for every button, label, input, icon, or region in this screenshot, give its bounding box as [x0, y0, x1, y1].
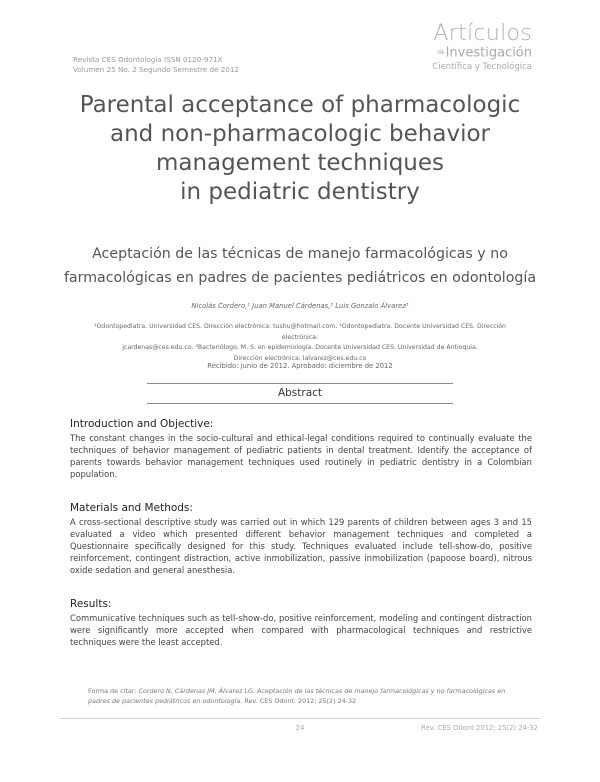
title-line: in pediatric dentistry: [180, 179, 420, 205]
citation-label: Forma de citar:: [88, 687, 137, 695]
citation-ref: Rev. CES Odont. 2012; 25(2) 24-32: [244, 697, 357, 705]
section-body-introduction: The constant changes in the socio-cultural and ethical-legal conditions required to continually evaluate the techniques of behavior management of pediatric patients in dental treatment. Identify the acceptance of parents towards behavior management techniques used routinely in pediatric dentistry in a Colombian population.: [70, 433, 532, 479]
brand-cientifica: Científica y Tecnológica: [432, 61, 532, 72]
title-line: Parental acceptance of pharmacologic: [79, 92, 521, 118]
section-body-results: Communicative techniques such as tell-show-do, positive reinforcement, modeling and contingent distraction were significantly more accepted when compared with pharmacological techniques and restrictive techniques were the least accepted.: [70, 613, 532, 647]
citation-block: [88, 686, 518, 706]
brand-investigacion-text: Investigación: [445, 45, 532, 61]
title-line: and non-pharmacologic behavior: [109, 121, 490, 147]
affiliation-line: ¹Odontopediatra. Universidad CES. Dirección electrónica: tushu@hotmail.com. ²Odontopediatra. Docente Universidad CES. Dirección electrónica:: [94, 323, 506, 341]
subtitle-line: Aceptación de las técnicas de manejo farmacológicas y no: [92, 246, 508, 262]
brand-articulos: Artículos: [433, 21, 532, 46]
footer-rule: [60, 718, 540, 719]
section-heading-introduction: Introduction and Objective:: [70, 418, 214, 430]
received-approved-dates: Recibido: junio de 2012. Aprobado: diciembre de 2012: [207, 362, 393, 370]
brand-investigacion: [432, 46, 532, 61]
abstract-rule-top: [147, 383, 453, 384]
brand-de: de: [437, 49, 445, 56]
section-heading-methods: Materials and Methods:: [70, 502, 193, 514]
footer-journal-ref: Rev. CES Odont 2012; 25(2) 24-32: [421, 724, 538, 732]
article-title: [60, 91, 540, 207]
citation-text: Cordero N, Cárdenas JM, Álvarez LG. Aceptación de las técnicas de manejo farmacológicas y no farmacológicas en padres de pacientes pediátricos en odontología.: [88, 687, 506, 705]
journal-issn: Revista CES Odontología ISSN 0120-971X: [73, 55, 223, 64]
journal-volume: Volumen 25 No. 2 Segundo Semestre de 2012: [73, 65, 240, 74]
section-heading-results: Results:: [70, 598, 112, 610]
title-line: management techniques: [155, 150, 445, 176]
author-affiliations: [78, 322, 522, 364]
affiliation-line: Dirección electrónica: lalvarez@ces.edu.co: [233, 354, 367, 362]
abstract-heading: Abstract: [277, 387, 323, 399]
journal-header: [73, 55, 239, 75]
subtitle-line: farmacológicas en padres de pacientes pediátricos en odontología: [63, 270, 537, 286]
section-body-methods: A cross-sectional descriptive study was carried out in which 129 parents of children between ages 3 and 15 evaluated a video which presented different behavior management techniques and completed a Questionnaire specifically designed for this study. Techniques evaluated include tell-show-do, positive reinforcement, contingent distraction, active inmobilization, passive inmobilization (papoose board), nitrous oxide sedation and general anesthesia.: [70, 517, 532, 575]
article-subtitle-spanish: [55, 242, 545, 290]
page-number: 24: [295, 724, 305, 732]
author-list: Nicolás Cordero,¹ Juan Manuel Cárdenas,² Luis Gonzalo Álvarez³: [191, 302, 409, 310]
section-brand: [432, 22, 532, 73]
affiliation-line: jcardenas@ces.edu.co. ³Bacteriólogo, M. S. en epidemiología. Docente Universidad CES. Universidad de Antioquia.: [122, 344, 478, 351]
abstract-rule-bottom: [147, 403, 453, 404]
